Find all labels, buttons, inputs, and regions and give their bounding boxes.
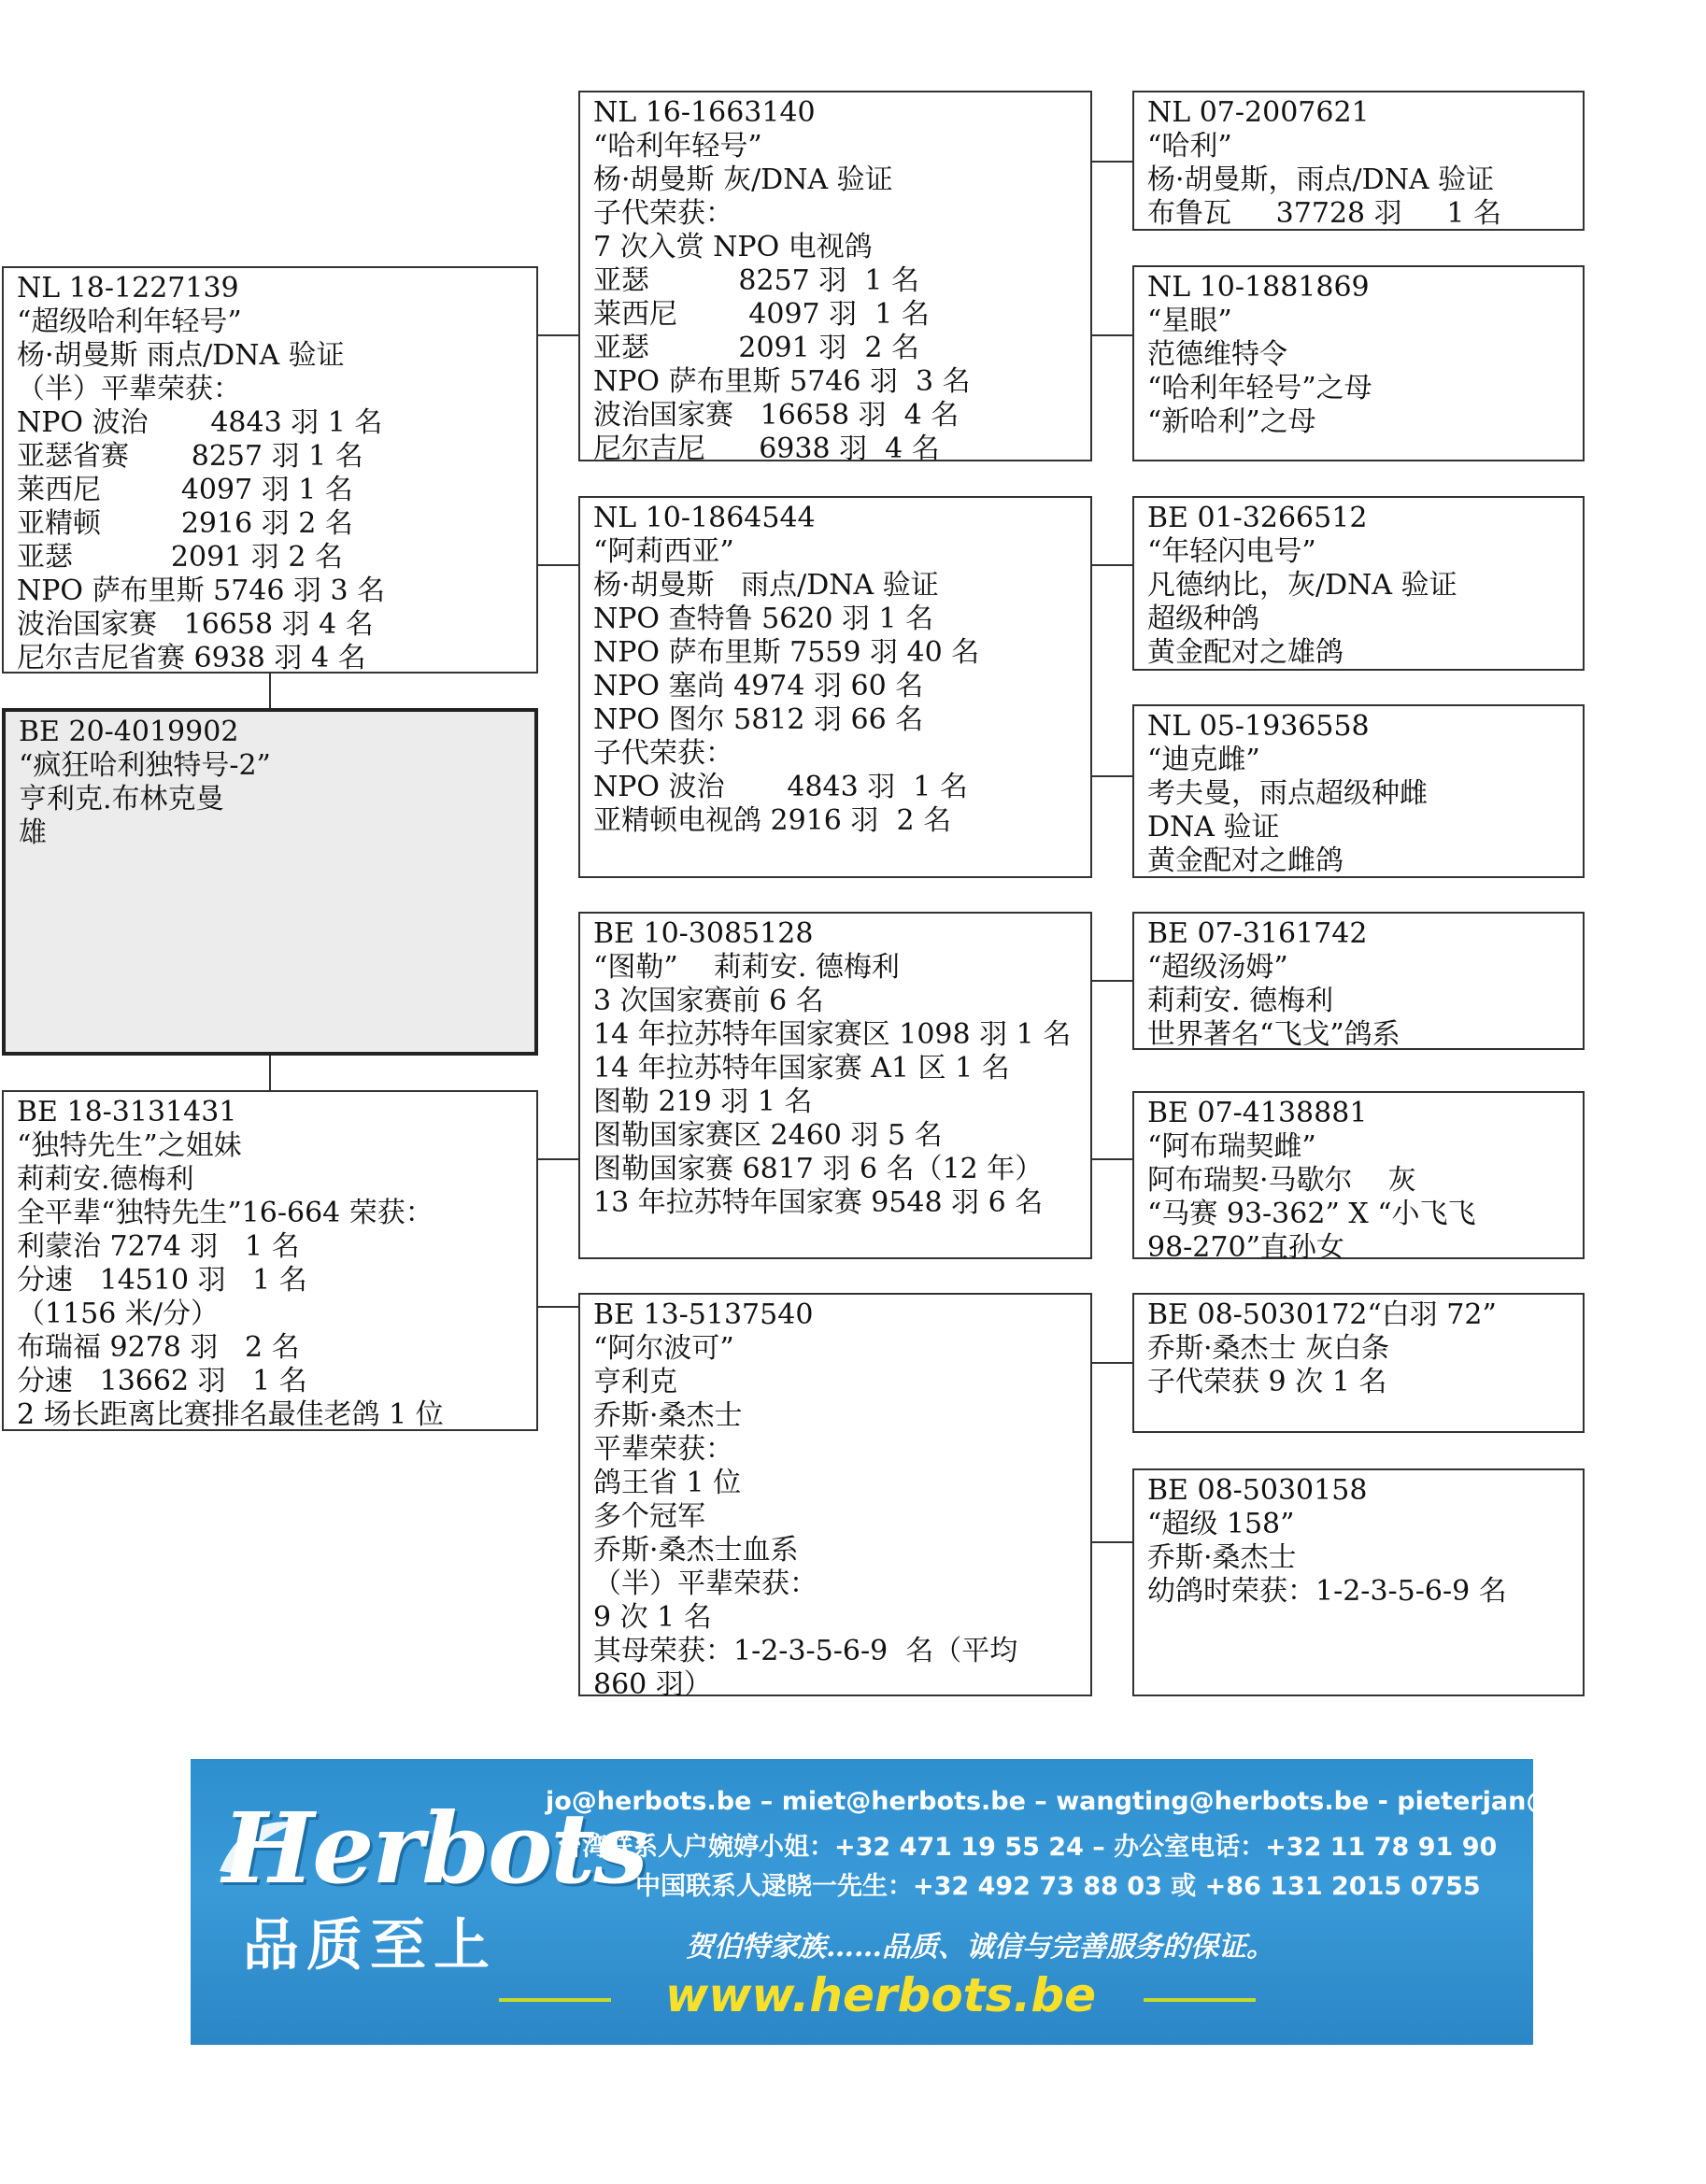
dam-sire-box	[578, 912, 1092, 1259]
pedigree-line: “哈利年轻号”之母	[1147, 372, 1372, 404]
pedigree-line: 莉莉安.德梅利	[17, 1163, 194, 1196]
ring-number: BE 10-3085128	[593, 917, 814, 950]
pedigree-line: 3 次国家赛前 6 名	[593, 985, 824, 1017]
pedigree-line: 考夫曼，雨点超级种雌	[1147, 777, 1428, 810]
sire-dam-sire-box	[1132, 496, 1585, 671]
pedigree-line: “马赛 93-362” X “小飞飞	[1147, 1198, 1476, 1230]
pedigree-line: （半）平辈荣获：	[17, 373, 241, 405]
sire-dam-box	[578, 496, 1092, 878]
pedigree-line: 亚精顿电视鸽 2916 羽 2 名	[593, 804, 952, 837]
pedigree-line: 杨·胡曼斯 灰/DNA 验证	[593, 163, 893, 196]
china-contact: 中国联系人逯晓一先生：+32 492 73 88 03 或 +86 131 2015 0755	[635, 1872, 1481, 1901]
herbots-logo: Herbots	[222, 1791, 647, 1906]
pedigree-line: NPO 波治 4843 羽 1 名	[593, 771, 968, 803]
dam-sire-dam-box	[1132, 1091, 1585, 1264]
pedigree-line: 亚瑟 2091 羽 2 名	[17, 541, 343, 574]
pedigree-line: （1156 米/分）	[17, 1298, 219, 1330]
sire-sire-sire-box	[1132, 91, 1585, 231]
pedigree-line: “超级汤姆”	[1147, 951, 1288, 984]
ring-number: NL 10-1864544	[593, 502, 816, 534]
pedigree-line: 杨·胡曼斯 雨点/DNA 验证	[593, 569, 939, 602]
divider	[499, 1998, 611, 2002]
pedigree-line: NPO 萨布里斯 5746 羽 3 名	[17, 574, 386, 607]
pedigree-line: 杨·胡曼斯，雨点/DNA 验证	[1147, 163, 1495, 196]
pedigree-line: 9 次 1 名	[593, 1601, 712, 1634]
sire-box	[2, 266, 538, 674]
pedigree-line: 分速 14510 羽 1 名	[17, 1264, 307, 1297]
pedigree-line: 乔斯·桑杰士	[593, 1399, 743, 1432]
pedigree-line: 14 年拉苏特年国家赛 A1 区 1 名	[593, 1052, 1010, 1085]
pedigree-line: 凡德纳比，灰/DNA 验证	[1147, 569, 1457, 602]
pedigree-line: 平辈荣获：	[593, 1433, 733, 1466]
pedigree-line: 鸽王省 1 位	[593, 1467, 742, 1499]
subject-box	[2, 708, 538, 1056]
pedigree-line: “图勒” 莉莉安. 德梅利	[593, 951, 900, 984]
sire-sire-dam-box	[1132, 265, 1585, 461]
pedigree-line: “哈利”	[1147, 130, 1232, 163]
dam-box	[2, 1090, 538, 1431]
pedigree-line: （半）平辈荣获：	[593, 1567, 817, 1600]
pedigree-line: 尼尔吉尼省赛 6938 羽 4 名	[17, 642, 366, 674]
ring-number: BE 01-3266512	[1147, 502, 1368, 534]
pedigree-line: 亚瑟 8257 羽 1 名	[593, 264, 919, 297]
connector-line	[1090, 1158, 1132, 1160]
pedigree-line: 亨利克	[593, 1366, 677, 1398]
ring-number: BE 20-4019902	[19, 716, 239, 748]
pedigree-line: 布瑞福 9278 羽 2 名	[17, 1331, 300, 1364]
pedigree-line: 亚精顿 2916 羽 2 名	[17, 507, 353, 540]
tagline: 贺伯特家族……品质、诚信与完善服务的保证。	[686, 1931, 1274, 1964]
pedigree-line: 860 羽）	[593, 1668, 712, 1701]
pedigree-line: 图勒国家赛区 2460 羽 5 名	[593, 1119, 943, 1152]
pedigree-line: NPO 查特鲁 5620 羽 1 名	[593, 603, 934, 635]
connector-line	[536, 334, 578, 336]
pedigree-line: NPO 萨布里斯 7559 羽 40 名	[593, 636, 980, 669]
pedigree-line: 乔斯·桑杰士	[1147, 1541, 1297, 1574]
pedigree-line: 利蒙治 7274 羽 1 名	[17, 1230, 300, 1263]
pedigree-line: 乔斯·桑杰士血系	[593, 1534, 799, 1567]
pedigree-line: 乔斯·桑杰士 灰白条	[1147, 1332, 1390, 1365]
sire-sire-box	[578, 91, 1092, 465]
pedigree-line: “阿布瑞契雌”	[1147, 1130, 1316, 1163]
dam-sire-sire-box	[1132, 912, 1585, 1050]
ring-number: NL 18-1227139	[17, 272, 239, 305]
pedigree-line: 范德维特令	[1147, 338, 1287, 371]
pedigree-line: “年轻闪电号”	[1147, 535, 1316, 568]
connector-line	[1090, 1362, 1132, 1364]
taiwan-contact: 台湾联系人户婉婷小姐：+32 471 19 55 24 – 办公室电话：+32 11 78 91 90	[557, 1833, 1498, 1862]
pedigree-line: 亨利克.布林克曼	[19, 783, 224, 815]
pedigree-line: 尼尔吉尼 6938 羽 4 名	[593, 433, 940, 465]
pedigree-line: 全平辈“独特先生”16-664 荣获：	[17, 1197, 434, 1229]
pedigree-line: “独特先生”之姐妹	[17, 1129, 242, 1162]
dam-dam-box	[578, 1293, 1092, 1701]
pedigree-line: NPO 萨布里斯 5746 羽 3 名	[593, 365, 971, 398]
pedigree-line: 图勒国家赛 6817 羽 6 名（12 年）	[593, 1153, 1044, 1185]
ring-number: NL 07-2007621	[1147, 96, 1370, 129]
pedigree-line: 莉莉安. 德梅利	[1147, 985, 1334, 1017]
pedigree-line: 图勒 219 羽 1 名	[593, 1085, 813, 1118]
pedigree-line: 子代荣获：	[593, 737, 733, 770]
pedigree-line: 波治国家赛 16658 羽 4 名	[17, 608, 374, 641]
connector-line	[536, 1306, 578, 1308]
pedigree-line: NPO 波治 4843 羽 1 名	[17, 406, 383, 439]
pedigree-line: 莱西尼 4097 羽 1 名	[593, 298, 930, 331]
pedigree-line: “超级哈利年轻号”	[17, 305, 242, 338]
pedigree-line: 13 年拉苏特年国家赛 9548 羽 6 名	[593, 1186, 1044, 1219]
ring-number: NL 05-1936558	[1147, 710, 1370, 743]
pedigree-line: “迪克雌”	[1147, 744, 1260, 776]
dam-dam-dam-box	[1132, 1468, 1585, 1696]
connector-line	[536, 1158, 578, 1160]
pedigree-line: 超级种鸽	[1147, 603, 1259, 635]
pedigree-line: 黄金配对之雄鸽	[1147, 636, 1343, 669]
ring-number: NL 10-1881869	[1147, 271, 1370, 304]
pedigree-line: 杨·胡曼斯 雨点/DNA 验证	[17, 339, 345, 372]
pedigree-line: “哈利年轻号”	[593, 130, 762, 163]
herbots-banner	[191, 1759, 1706, 2045]
pedigree-line: 亚瑟省赛 8257 羽 1 名	[17, 440, 363, 473]
sire-dam-dam-box	[1132, 704, 1585, 878]
pedigree-line: 布鲁瓦 37728 羽 1 名	[1147, 197, 1501, 230]
connector-line	[1090, 775, 1132, 777]
ring-number: BE 07-3161742	[1147, 917, 1368, 950]
ring-number: NL 16-1663140	[593, 96, 816, 129]
pedigree-line: 雄	[19, 816, 47, 849]
pedigree-line: 分速 13662 羽 1 名	[17, 1365, 307, 1397]
pedigree-line: 波治国家赛 16658 羽 4 名	[593, 399, 960, 432]
pedigree-line: 多个冠军	[593, 1500, 705, 1533]
pedigree-line: 世界著名“飞戈”鸽系	[1147, 1018, 1400, 1051]
pedigree-line: 7 次入赏 NPO 电视鸽	[593, 231, 873, 263]
divider	[1144, 1998, 1256, 2002]
pedigree-line: “超级 158”	[1147, 1508, 1295, 1540]
pedigree-line: “疯狂哈利独特号-2”	[19, 749, 271, 782]
connector-line	[269, 674, 271, 708]
dam-dam-sire-box	[1132, 1293, 1585, 1433]
website-link[interactable]: www.herbots.be	[665, 1968, 1097, 2022]
ring-number: BE 08-5030172“白羽 72”	[1147, 1298, 1497, 1331]
pedigree-line: “阿尔波可”	[593, 1332, 734, 1365]
pedigree-line: DNA 验证	[1147, 811, 1280, 844]
connector-line	[1090, 334, 1132, 336]
connector-line	[536, 564, 578, 566]
pedigree-line: 黄金配对之雌鸽	[1147, 844, 1343, 877]
pedigree-line: “星眼”	[1147, 305, 1232, 337]
pedigree-line: 子代荣获 9 次 1 名	[1147, 1366, 1387, 1398]
pedigree-line: 阿布瑞契·马歇尔 灰	[1147, 1164, 1416, 1197]
pedigree-line: 其母荣获：1-2-3-5-6-9 名（平均	[593, 1635, 1018, 1667]
ring-number: BE 08-5030158	[1147, 1474, 1368, 1507]
email-contacts: jo@herbots.be – miet@herbots.be – wangting@herbots.be - pieterjan@herbots.be	[546, 1787, 1706, 1816]
pedigree-line: 亚瑟 2091 羽 2 名	[593, 332, 919, 364]
pedigree-line: 莱西尼 4097 羽 1 名	[17, 474, 353, 506]
ring-number: BE 07-4138881	[1147, 1097, 1368, 1129]
connector-line	[1090, 1541, 1132, 1543]
connector-line	[1090, 564, 1132, 566]
pedigree-line: NPO 图尔 5812 羽 66 名	[593, 703, 924, 736]
connector-line	[1090, 161, 1132, 163]
slogan: 品质至上	[243, 1913, 497, 1978]
pedigree-line: 子代荣获：	[593, 197, 733, 230]
connector-line	[1090, 980, 1132, 982]
ring-number: BE 13-5137540	[593, 1298, 814, 1331]
pedigree-line: “新哈利”之母	[1147, 405, 1316, 438]
pedigree-line: 2 场长距离比赛排名最佳老鸽 1 位	[17, 1398, 444, 1431]
pedigree-line: 98-270”直孙女	[1147, 1231, 1344, 1264]
connector-line	[269, 1056, 271, 1090]
pedigree-line: 14 年拉苏特年国家赛区 1098 羽 1 名	[593, 1018, 1072, 1051]
pedigree-line: 幼鸽时荣获：1-2-3-5-6-9 名	[1147, 1575, 1507, 1608]
pedigree-line: “阿莉西亚”	[593, 535, 734, 568]
ring-number: BE 18-3131431	[17, 1096, 237, 1128]
pedigree-line: NPO 塞尚 4974 羽 60 名	[593, 670, 924, 702]
